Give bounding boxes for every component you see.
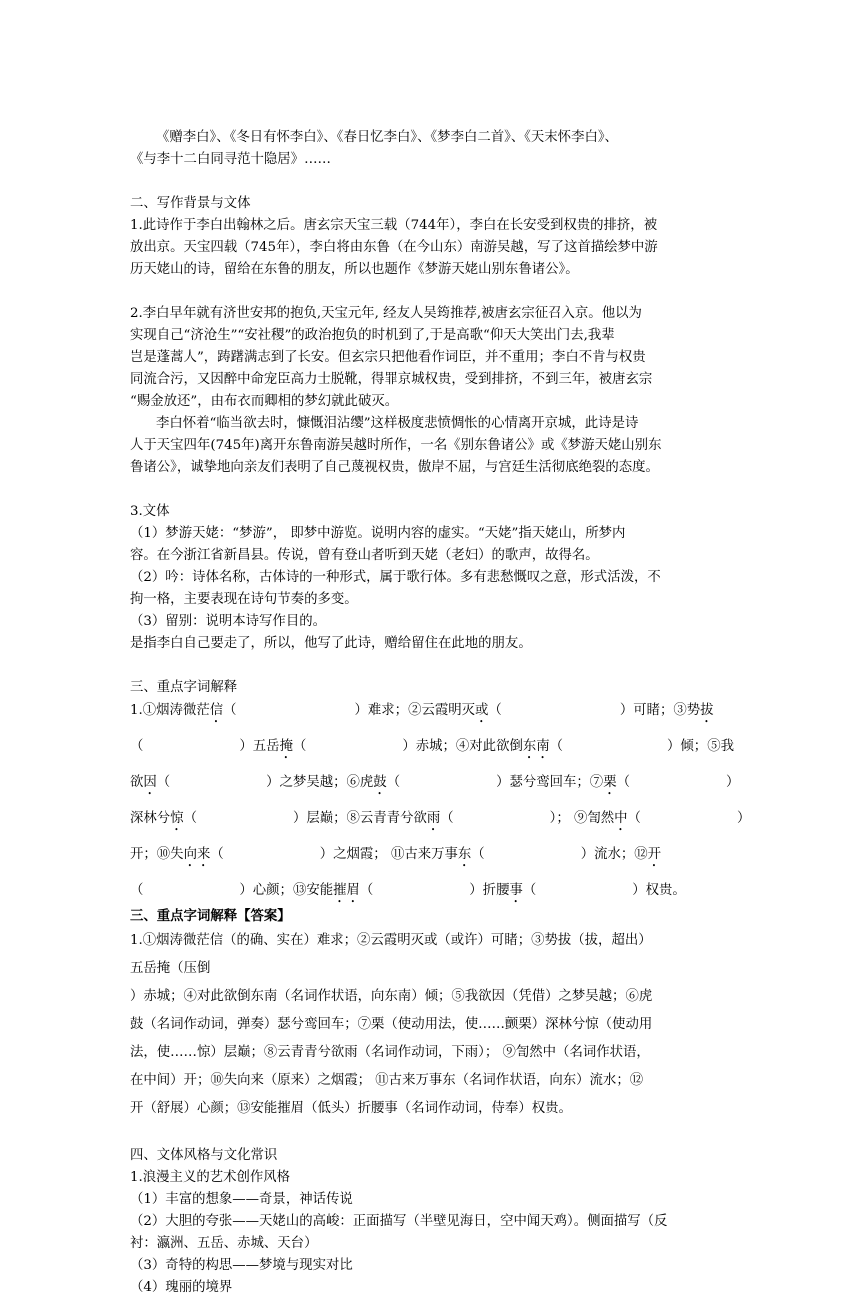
genre-line: （3）留别：说明本诗写作目的。 [130,614,326,629]
section-heading: 四、文体风格与文化常识 [130,1148,278,1163]
genre-line: 拘一格，主要表现在诗句节奏的多变。 [130,592,358,607]
subsection-heading: 1.浪漫主义的艺术创作风格 [130,1170,291,1185]
answer-line: 在中间）开；⑩失向来（原来）之烟霞； ⑪古来万事东（名词作状语，向东）流水；⑫ [130,1073,644,1088]
genre-line: 是指李白自己要走了，所以，他写了此诗，赠给留住在此地的朋友。 [130,636,532,651]
paragraph-line: “赐金放还”，由布衣而卿相的梦幻就此破灭。 [130,394,399,409]
section-heading: 三、重点字词解释 [130,680,238,695]
exercise-line: 深林兮惊（ ）层巅；⑧云青青兮欲雨（ ）； ⑨訇然中（ ） [130,811,751,826]
style-item: （3）奇特的构思——梦境与现实对比 [130,1258,353,1273]
paragraph-line: 鲁诸公》，诚挚地向亲友们表明了自己蔑视权贵，傲岸不屈，与宫廷生活彻底绝裂的态度。 [130,460,659,475]
genre-line: （1）梦游天姥：“梦游”， 即梦中游览。说明内容的虚实。“天姥”指天姥山，所梦内 [130,526,626,541]
exercise-line: 欲因（ ）之梦吴越；⑥虎鼓（ ）瑟兮鸾回车；⑦栗（ ） [130,775,740,790]
style-item: 衬：瀛洲、五岳、赤城、天台） [130,1236,318,1251]
document-page [130,127,751,1299]
answer-heading: 三、重点字词解释【答案】 [130,908,291,924]
paragraph-line: 实现自己“济沧生”“安社稷”的政治抱负的时机到了,于是高歌“仰天大笑出门去,我辈 [130,328,615,343]
exercise-line: 1.①烟涛微茫信（ ）难求；②云霞明灭或（ ）可睹；③势拔 [130,703,714,718]
paragraph-line: 2.李白早年就有济世安邦的抱负,天宝元年, 经友人吴筠推荐,被唐玄宗征召入京。他以为 [130,306,642,321]
answer-line: ）赤城；④对此欲倒东南（名词作状语，向东南）倾；⑤我欲因（凭借）之梦吴越；⑥虎 [130,989,653,1004]
paragraph-line: 1.此诗作于李白出翰林之后。唐玄宗天宝三载（744年），李白在长安受到权贵的排挤，被 [130,218,658,233]
paragraph-line: 同流合污，又因醉中命宠臣高力士脱靴，得罪京城权贵，受到排挤，不到三年，被唐玄宗 [130,372,653,387]
style-item: （2）大胆的夸张——天姥山的高峻：正面描写（半壁见海日，空中闻天鸡）。侧面描写（反 [130,1214,668,1229]
answer-line: 1.①烟涛微茫信（的确、实在）难求；②云霞明灭或（或许）可睹；③势拔（拔，超出） [130,933,652,948]
paragraph-line: 李白怀着“临当欲去时，慷慨泪沾缨”这样极度悲愤惆怅的心情离开京城，此诗是诗 [156,416,639,431]
answer-line: 鼓（名词作动词，弹奏）瑟兮鸾回车；⑦栗（使动用法，使……颤栗）深林兮惊（使动用 [130,1017,653,1032]
genre-line: （2）吟：诗体名称，古体诗的一种形式，属于歌行体。多有悲愁慨叹之意，形式活泼，不 [130,570,661,585]
section-heading: 二、写作背景与文体 [130,196,251,211]
exercise-line: 开；⑩失向来（ ）之烟霞； ⑪古来万事东（ ）流水；⑫开 [130,847,662,862]
exercise-line: （ ）五岳掩（ ）赤城；④对此欲倒东南（ ）倾；⑤我 [130,739,734,754]
genre-line: 容。在今浙江省新昌县。传说，曾有登山者听到天姥（老妇）的歌声，故得名。 [130,548,599,563]
exercise-line: （ ）心颜；⑬安能摧眉（ ）折腰事（ ）权贵。 [130,883,686,898]
answer-block [130,927,732,1123]
paragraph-line: 人于天宝四年(745年)离开东鲁南游吴越时所作，一名《别东鲁诸公》或《梦游天姥山别东 [130,438,662,453]
paragraph-line: 岂是蓬蒿人”，踌躇满志到了长安。但玄宗只把他看作词臣，并不重用；李白不肯与权贵 [130,350,646,365]
style-item: （4）瑰丽的境界 [130,1280,233,1295]
paragraph-line: 放出京。天宝四载（745年），李白将由东鲁（在今山东）南游吴越，写了这首描绘梦中游 [130,240,658,255]
answer-line: 五岳掩（压倒 [130,961,211,976]
intro-works-line: 《赠李白》、《冬日有怀李白》、《春日忆李白》、《梦李白二首》、《天末怀李白》、 [156,130,618,145]
style-item: （1）丰富的想象——奇景，神话传说 [130,1192,353,1207]
answer-line: 法，使……惊）层巅；⑧云青青兮欲雨（名词作动词，下雨）； ⑨訇然中（名词作状语， [130,1045,650,1060]
subsection-heading: 3.文体 [130,504,170,519]
paragraph-line: 历天姥山的诗，留给在东鲁的朋友，所以也题作《梦游天姥山别东鲁诸公》。 [130,262,579,277]
vocab-exercise [130,693,751,909]
answer-line: 开（舒展）心颜；⑬安能摧眉（低头）折腰事（名词作动词，侍奉）权贵。 [130,1101,572,1116]
intro-works-line: 《与李十二白同寻范十隐居》…… [130,152,331,167]
